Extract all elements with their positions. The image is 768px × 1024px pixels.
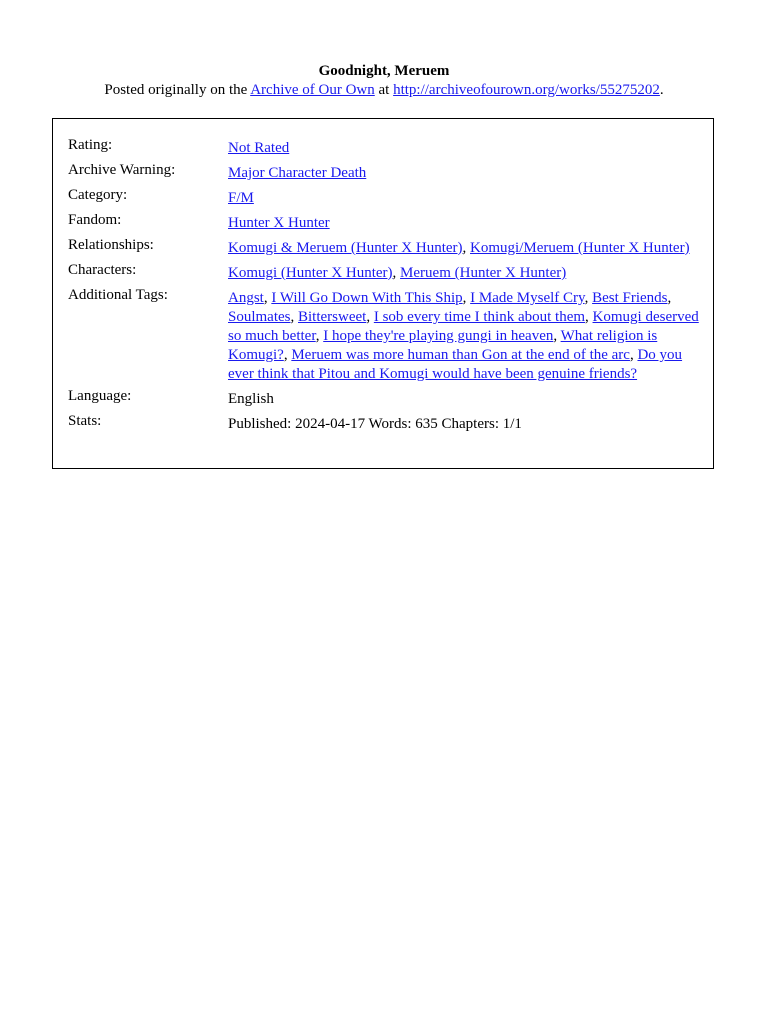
language-value: English [228, 391, 274, 407]
warning-label: Archive Warning: [68, 162, 176, 178]
language-row [68, 387, 708, 409]
list-separator: , [263, 290, 272, 306]
list-separator: , [315, 328, 324, 344]
category-link[interactable]: F/M [228, 190, 254, 206]
relationships-row [68, 236, 708, 258]
characters-value [228, 261, 708, 283]
list-separator: , [283, 347, 292, 363]
metadata-table [68, 136, 708, 437]
rating-label: Rating: [68, 137, 113, 153]
tags-row [68, 286, 708, 384]
tags-value [228, 286, 708, 384]
posted-mid: at [374, 82, 394, 98]
relationships-link[interactable]: Komugi & Meruem (Hunter X Hunter) [228, 240, 463, 256]
tags-link[interactable]: Meruem was more human than Gon at the end of the arc [291, 347, 630, 363]
tags-link[interactable]: Do you ever think that Pitou and Komugi would have been genuine friends? [228, 347, 683, 382]
rating-link[interactable]: Not Rated [228, 140, 290, 156]
work-metadata-box [52, 118, 714, 469]
characters-link[interactable]: Komugi (Hunter X Hunter) [228, 265, 393, 281]
tags-link[interactable]: I hope they're playing gungi in heaven [323, 328, 554, 344]
rating-row [68, 136, 708, 158]
list-separator: , [667, 290, 672, 306]
characters-label: Characters: [68, 262, 137, 278]
tags-link[interactable]: I sob every time I think about them [373, 309, 586, 325]
stats-label: Stats: [68, 413, 102, 429]
list-separator: , [585, 309, 593, 325]
fandom-row [68, 211, 708, 233]
work-url-link[interactable]: http://archiveofourown.org/works/55275202 [393, 82, 660, 98]
posted-suffix: . [659, 82, 664, 98]
tags-link[interactable]: I Made Myself Cry [470, 290, 585, 306]
work-title: Goodnight, Meruem [318, 63, 450, 79]
tags-link[interactable]: Best Friends [592, 290, 668, 306]
category-label: Category: [68, 187, 128, 203]
stats-row [68, 412, 708, 434]
category-row [68, 186, 708, 208]
tags-link[interactable]: Soulmates [228, 309, 291, 325]
fandom-label: Fandom: [68, 212, 122, 228]
list-separator: , [462, 290, 471, 306]
fandom-link[interactable]: Hunter X Hunter [228, 215, 330, 231]
stats-value: Published: 2024-04-17 Words: 635 Chapters: 1/1 [228, 416, 522, 432]
warning-value [228, 161, 708, 183]
characters-row [68, 261, 708, 283]
warning-row [68, 161, 708, 183]
list-separator: , [392, 265, 401, 281]
relationships-value [228, 236, 708, 258]
posted-line [0, 81, 768, 100]
list-separator: , [629, 347, 638, 363]
list-separator: , [553, 328, 561, 344]
fandom-value [228, 211, 708, 233]
tags-label: Additional Tags: [68, 287, 168, 303]
relationships-label: Relationships: [68, 237, 154, 253]
tags-link[interactable]: What religion is Komugi? [228, 328, 658, 363]
archive-link[interactable]: Archive of Our Own [250, 82, 375, 98]
warning-link[interactable]: Major Character Death [228, 165, 367, 181]
relationships-link[interactable]: Komugi/Meruem (Hunter X Hunter) [470, 240, 690, 256]
list-separator: , [462, 240, 471, 256]
category-value [228, 186, 708, 208]
language-label: Language: [68, 388, 132, 404]
characters-link[interactable]: Meruem (Hunter X Hunter) [400, 265, 567, 281]
list-separator: , [584, 290, 593, 306]
list-separator: , [290, 309, 298, 325]
tags-link[interactable]: Angst [228, 290, 264, 306]
list-separator: , [366, 309, 374, 325]
tags-link[interactable]: I Will Go Down With This Ship [271, 290, 463, 306]
rating-value [228, 136, 708, 158]
posted-prefix: Posted originally on the [104, 82, 251, 98]
tags-link[interactable]: Komugi deserved so much better [228, 309, 699, 344]
tags-link[interactable]: Bittersweet [298, 309, 367, 325]
